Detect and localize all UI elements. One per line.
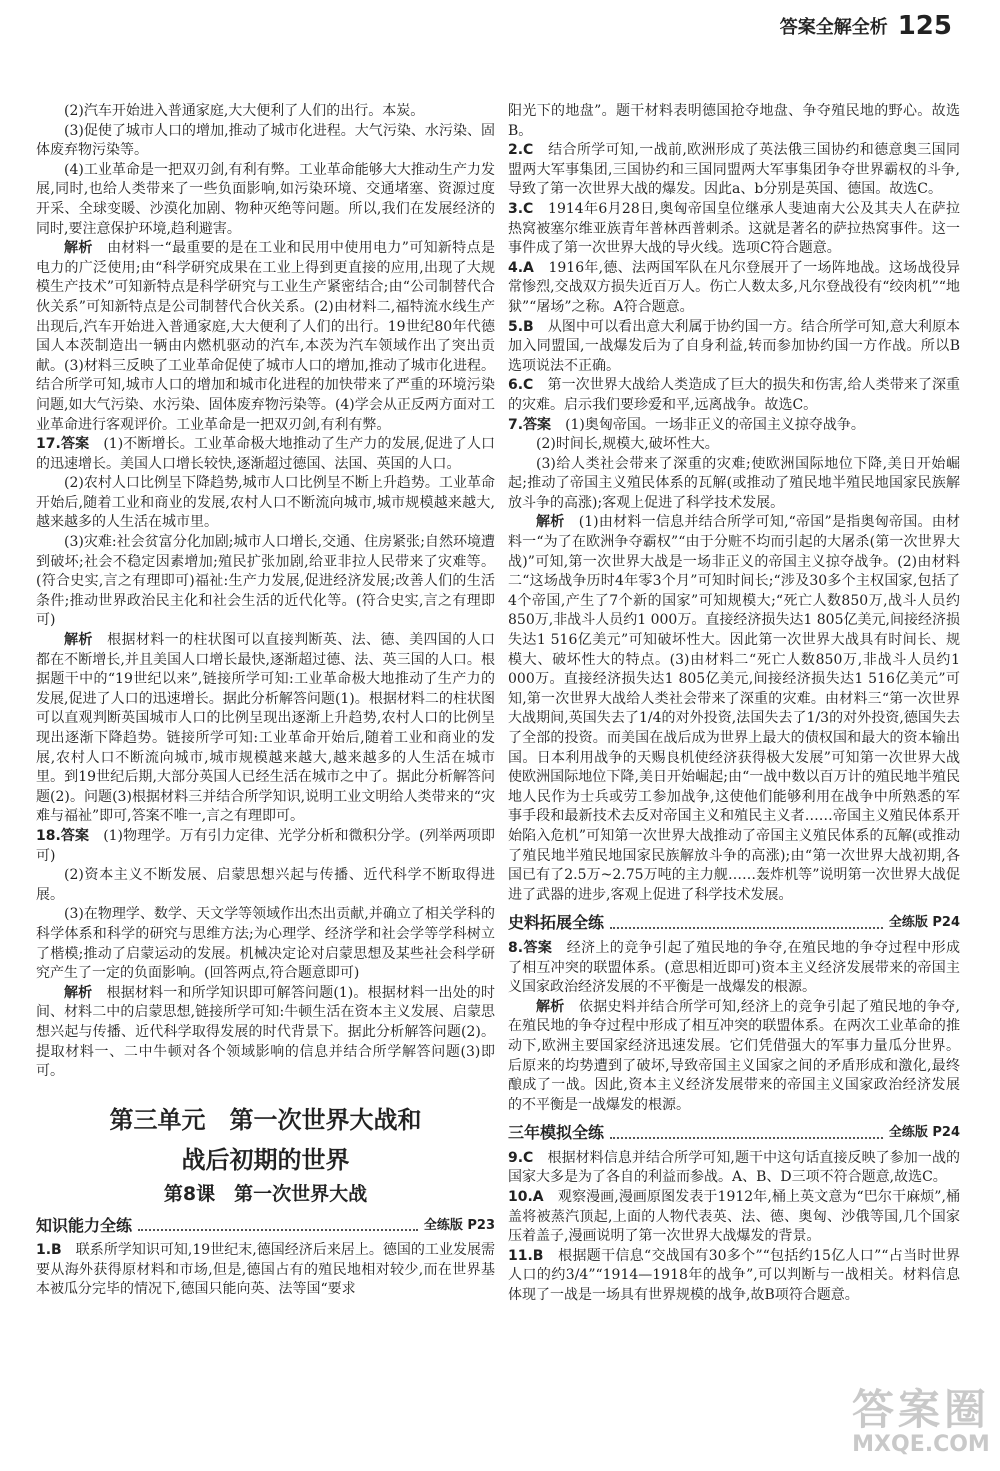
answer-text: 根据题干信息“交战国有30多个”“包括约15亿人口”“占当时世界人口的约3/4”“1914—1918年的战争”,可以判断与一战相关。材料信息体现了一战是一场具有世界规模的战争,故B项符合题意。 [508,1247,961,1304]
answer-text: 第一次世界大战给人类造成了巨大的损失和伤害,给人类带来了深重的灾难。启示我们要珍爱和平,远离战争。故选C。 [508,377,961,413]
page-header [780,8,952,44]
answer-paragraph [36,122,495,161]
page-number: 125 [897,11,952,41]
answer-paragraph [508,513,960,905]
answer-text: (2)农村人口比例呈下降趋势,城市人口比例呈不断上升趋势。工业革命开始后,随着工业和商业的发展,农村人口不断流向城市,城市规模越来越大,越来越多的人生活在城市里。 [36,475,495,531]
answer-paragraph [36,533,495,631]
answer-text: 1914年6月28日,奥匈帝国皇位继承人斐迪南大公及其夫人在萨拉热窝被塞尔维亚族青年普林西普刺杀。这就是著名的萨拉热窝事件。这一事件成了第一次世界大战的导火线。选项C符合题意。 [508,200,960,257]
answer-paragraph [508,141,960,200]
unit-title-line1: 第三单元 第一次世界大战和 [109,1105,422,1134]
answer-text: 1916年,德、法两国军队在凡尔登展开了一场阵地战。这场战役异常惨烈,交战双方损失近百万人。伤亡人数太多,凡尔登战役有“绞肉机”“地狱”“屠场”之称。A符合题意。 [508,259,961,315]
question-number: 3.C [508,200,534,217]
answer-paragraph [508,1149,960,1188]
question-number: 1.B [36,1242,62,1259]
answer-label: 答案 [60,827,104,844]
lesson-title: 第8课 第一次世界大战 [163,1182,368,1205]
answer-text: (3)灾难:社会贫富分化加剧;城市人口增长,交通、住房紧张;自然环境遭到破坏;社会不稳定因素增加;殖民扩张加剧,给亚非拉人民带来了灾难等。(符合史实,言之有理即可)福祉:生产力发展,促进经济发展;改善人们的生活条件;推动世界政治民主化和社会生活的近代化等。(符合史实,言之有理即可) [36,534,495,629]
section-divider [610,917,883,929]
answer-paragraph [36,435,495,474]
unit-title [36,1100,495,1180]
answer-text: (1)由材料一信息并结合所学可知,“帝国”是指奥匈帝国。由材料一“为了在欧洲争夺霸权”“由于分赃不均而引起的大屠杀(第一次世界大战)”可知,第一次世界大战是一场非正义的帝国主义掠夺战争。(2)由材料二“这场战争历时4年零3个月”可知时间长;“涉及30多个主权国家,包括了4个帝国,产生了7个新的国家”可知规模大;“死亡人数850万,战斗人员约850万,非战斗人员约1 000万。直接经济损失达1 805亿美元,间接经济损失达1 516亿美元”可知破坏性大。因此第一次世界大战具有时间长、规模大、破坏性大的特点。(3)由材料二“死亡人数850万,非战斗人员约1 000万。直接经济损失达1 805亿美元,间接经济损失达1 516亿美元”可知,第一次世界大战给人类社会带来了深重的灾难。由材料三“第一次世界大战期间,英国失去了1/4的对外投资,法国失去了1/3的对外投资,德国失去了全部的投资。而美国在战后成为世界上最大的债权国和最大的资本输出国。日本利用战争的天赐良机使经济获得极大发展”可知第一次世界大战使欧洲国际地位下降,美日开始崛起;由“一战中数以百万计的殖民地半殖民地人民作为士兵或劳工参加战争,这使他们能够利用在战争中所熟悉的军事手段和最新技术去反对帝国主义和殖民主义者……帝国主义殖民体系开始陷入危机”可知第一次世界大战推动了帝国主义殖民体系的瓦解(或推动了殖民地半殖民地国家民族解放斗争的高涨);由“第一次世界大战初期,各国已有了2.5万~2.75万吨的主力舰……轰炸机等”说明第一次世界大战促进了武器的进步,客观上促进了科学技术发展。 [508,514,960,903]
right-mid-answers [508,939,960,1115]
question-number: 11.B [508,1247,544,1264]
question-number: 9.C [508,1149,534,1166]
section-title: 史料拓展全练 [508,913,605,933]
section-bar-knowledge [36,1216,495,1236]
answer-text: (4)工业革命是一把双刃剑,有利有弊。工业革命能够大大推动生产力发展,同时,也给人类带来了一些负面影响,如污染环境、交通堵塞、资源过度开采、全球变暖、沙漠化加剧、物种灭绝等问题。所以,我们在发展经济的同时,要注意保护环境,趋利避害。 [36,161,495,237]
answer-text: 阳光下的地盘”。题干材料表明德国抢夺地盘、争夺殖民地的野心。故选B。 [508,103,960,139]
answer-text: 从图中可以看出意大利属于协约国一方。结合所学可知,意大利原本加入同盟国,一战爆发后为了自身利益,转而参加协约国一方作战。所以B选项说法不正确。 [508,318,961,374]
answer-paragraph [36,905,495,983]
answer-label: 解析 [64,984,107,1001]
answer-label: 解析 [64,632,108,649]
answer-text: (3)给人类社会带来了深重的灾难;使欧洲国际地位下降,美日开始崛起;推动了帝国主义殖民体系的瓦解(或推动了殖民地半殖民地国家民族解放斗争的高涨);客观上促进了科学技术发展。 [508,455,960,511]
left-tail-answers [36,1241,495,1300]
section-title: 三年模拟全练 [508,1123,605,1143]
answer-paragraph [36,474,495,533]
answer-paragraph [508,376,960,415]
left-column [36,102,495,1300]
answer-text: (3)在物理学、数学、天文学等领域作出杰出贡献,并确立了相关学科的科学体系和科学的研究与思维方法;为心理学、经济学和社会学等学科树立了楷模;推动了启蒙运动的发展。机械决定论对启蒙思想及某些社会科学研究产生了一定的负面影响。(回答两点,符合题意即可) [36,906,495,982]
section-ref: 全练版 P24 [888,915,960,931]
answer-paragraph [508,259,960,318]
answer-text: (3)促使了城市人口的增加,推动了城市化进程。大气污染、水污染、固体废弃物污染等。 [36,122,495,159]
question-number: 2.C [508,142,534,159]
answer-paragraph [508,200,960,259]
question-number: 17. [36,436,61,453]
question-number: 7. [508,416,524,433]
section-ref: 全练版 P23 [423,1217,495,1233]
watermark-line2: MXQE.COM [852,1432,990,1457]
section-divider [610,1127,883,1139]
section-bar-historical [508,913,960,933]
answer-text: 依据史料并结合所学可知,经济上的竞争引起了殖民地的争夺,在殖民地的争夺过程中形成了相互冲突的联盟体系。在两次工业革命的推动下,欧洲主要国家经济迅速发展。它们凭借强大的军事力量瓜分世界。后原来的均势遭到了破坏,导致帝国主义国家之间的矛盾形成和激化,最终酿成了一战。因此,资本主义经济发展带来的帝国主义国家政治经济发展的不平衡是一战爆发的根源。 [508,998,961,1113]
answer-paragraph [508,416,960,436]
answer-paragraph [36,102,495,122]
answer-paragraph [36,827,495,866]
question-number: 6.C [508,377,534,394]
section-divider [138,1219,418,1231]
section-ref: 全练版 P24 [888,1125,960,1141]
question-number: 5.B [508,318,534,335]
answer-text: 观察漫画,漫画原图发表于1912年,桶上英文意为“巴尔干麻烦”,桶盖将被蒸汽顶起,上面的人物代表英、法、德、奥匈、沙俄等国,几个国家压着盖子,漫画说明了第一次世界大战爆发的背景。 [508,1189,961,1245]
answer-paragraph [36,161,495,239]
answer-paragraph [36,631,495,827]
answer-text: (2)资本主义不断发展、启蒙思想兴起与传播、近代科学不断取得进展。 [36,867,495,903]
answer-paragraph [508,455,960,514]
answer-text: (1)奥匈帝国。一场非正义的帝国主义掠夺战争。 [565,416,865,433]
answer-text: 结合所学可知,一战前,欧洲形成了英法俄三国协约和德意奥三国同盟两大军事集团,三国协约和三国同盟两大军事集团争夺世界霸权的斗争,导致了第一次世界大战的爆发。因此a、b分别是英国、德国。故选C。 [508,142,960,198]
answer-text: 根据材料一和所学知识即可解答问题(1)。根据材料一出处的时间、材料二中的启蒙思想,链接所学可知:牛顿生活在资本主义发展、启蒙思想兴起与传播、近代科学取得发展的时代背景下。据此分析解答问题(2)。提取材料一、二中牛顿对各个领域影响的信息并结合所学解答问题(3)即可。 [36,984,495,1080]
answer-paragraph [508,435,960,455]
watermark-logo [852,1387,990,1457]
answer-label: 答案 [523,416,566,433]
answer-paragraph [508,998,960,1116]
answer-text: (1)不断增长。工业革命极大地推动了生产力的发展,促进了人口的迅速增长。美国人口增长较快,逐渐超过德国、法国、英国的人口。 [36,436,496,472]
answer-text: (2)汽车开始进入普通家庭,大大便利了人们的出行。本炭。 [64,103,425,119]
answer-text: (1)物理学。万有引力定律、光学分析和微积分学。(列举两项即可) [36,827,495,864]
left-answers [36,102,495,1082]
answer-label: 解析 [64,240,108,257]
section-bar-three-year [508,1123,960,1143]
answer-text: 根据材料一的柱状图可以直接判断英、法、德、美四国的人口都在不断增长,并且美国人口增长最快,逐渐超过德、法、英三国的人口。根据题干中的“19世纪以来”,链接所学可知:工业革命极大地推动了生产力的发展,促进了人口的迅速增长。据此分析解答问题(1)。根据材料二的柱状图可以直观判断英国城市人口的比例呈现出逐渐上升趋势,农村人口的比例呈现出逐渐下降趋势。链接所学可知:工业革命开始后,随着工业和商业的发展,农村人口不断流向城市,城市规模越来越大,越来越多的人生活在城市里。到19世纪后期,大部分英国人已经生活在城市之中了。据此分析解答问题(2)。问题(3)根据材料三并结合所学知识,说明工业文明给人类带来的“灾难与福祉”即可,答案不唯一,言之有理即可。 [36,632,496,825]
answer-text: 联系所学知识可知,19世纪末,德国经济后来居上。德国的工业发展需要从海外获得原材料和市场,但是,德国占有的殖民地相对较少,而在世界基本被瓜分完毕的情况下,德国只能向英、法等国“要求 [36,1242,496,1298]
answer-text: 由材料一“最重要的是在工业和民用中使用电力”可知新特点是电力的广泛使用;由“科学研究成果在工业上得到更直接的应用,出现了大规模生产技术”可知新特点是科学研究与工业生产紧密结合;由“公司制替代合伙关系”可知新特点是公司制替代合伙关系。(2)由材料二,福特流水线生产出现后,汽车开始进入普通家庭,大大便利了人们的出行。19世纪80年代德国人本茨制造出一辆由内燃机驱动的汽车,本茨为汽车领域作出了突出贡献。(3)材料三反映了工业革命促使了城市人口的增加,推动了城市化进程。结合所学可知,城市人口的增加和城市化进程的加快带来了严重的环境污染问题,如大气污染、水污染、固体废弃物污染等。(4)学会从正反两方面对工业革命进行客观评价。工业革命是一把双刃剑,有利有弊。 [36,240,495,433]
answer-label: 答案 [523,939,567,956]
answer-paragraph [36,866,495,905]
answer-label: 答案 [60,436,104,453]
answer-paragraph [36,1241,495,1300]
section-title: 知识能力全练 [36,1215,133,1235]
answer-paragraph [508,939,960,998]
answer-paragraph [508,102,960,141]
question-number: 18. [36,827,61,844]
answer-label: 解析 [536,998,579,1015]
answer-text: 根据材料信息并结合所学可知,题干中这句话直接反映了参加一战的国家大多是为了各自的利益而参战。A、B、D三项不符合题意,故选C。 [508,1149,961,1186]
right-tail-answers [508,1149,960,1306]
answer-paragraph [36,984,495,1082]
unit-title-line2: 战后初期的世界 [181,1145,350,1174]
watermark-line1: 答案圈 [851,1385,990,1434]
right-answers [508,102,960,905]
answer-paragraph [508,318,960,377]
question-number: 4.A [508,259,534,276]
header-title: 答案全解全析 [779,17,888,38]
question-number: 10.A [508,1189,544,1206]
answer-paragraph [508,1188,960,1247]
answer-text: 经济上的竞争引起了殖民地的争夺,在殖民地的争夺过程中形成了相互冲突的联盟体系。(意思相近即可)资本主义经济发展带来的帝国主义国家政治经济发展的不平衡是一战爆发的根源。 [508,939,961,996]
answer-paragraph [508,1247,960,1306]
question-number: 8. [508,939,524,956]
answer-text: (2)时间长,规模大,破坏性大。 [536,436,719,453]
answer-paragraph [36,239,495,435]
right-column [508,102,960,1306]
answer-label: 解析 [536,514,579,531]
